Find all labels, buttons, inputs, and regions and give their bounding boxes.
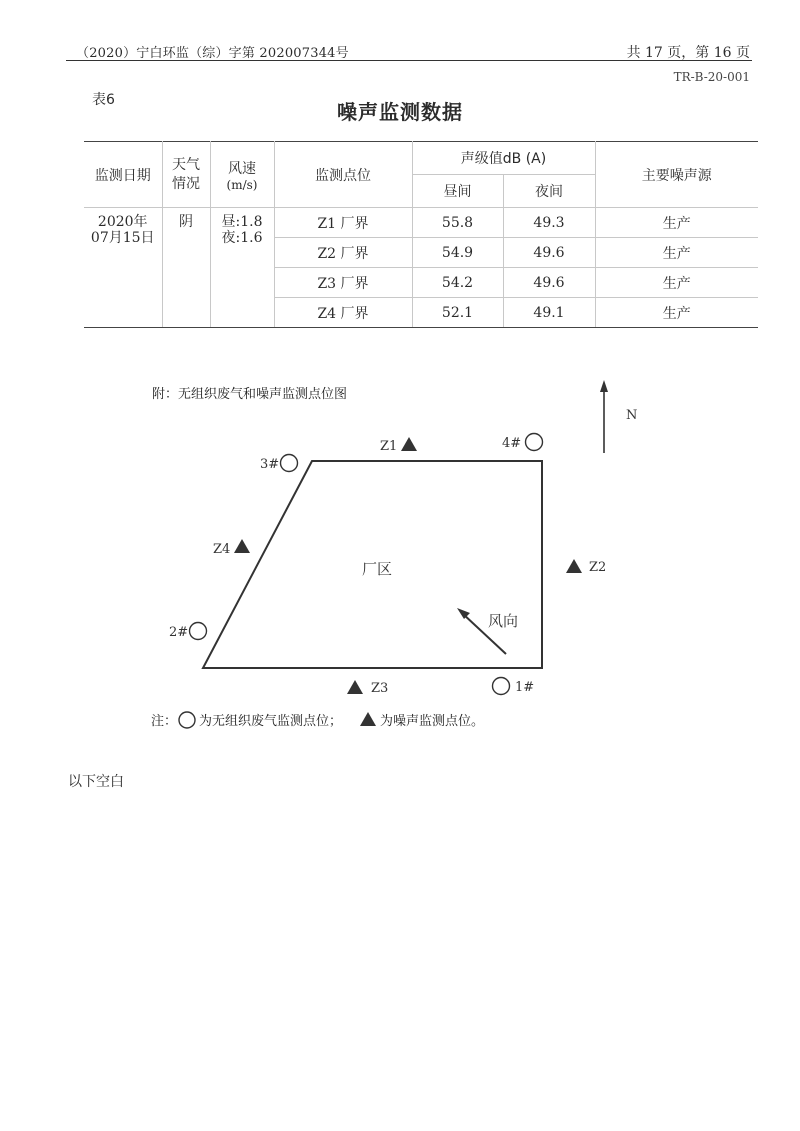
legend-triangle-text: 为噪声监测点位。 <box>380 714 485 729</box>
map-title: 附：无组织废气和噪声监测点位图 <box>152 387 348 402</box>
point-4-label: 4# <box>502 436 522 451</box>
cell-date <box>84 208 162 328</box>
point-2-label: 2# <box>169 625 189 640</box>
point-1-circle-icon <box>493 678 510 695</box>
north-arrow-icon <box>600 380 608 453</box>
wind-night: 夜:1.6 <box>221 230 263 246</box>
header-date: 监测日期 <box>84 142 162 208</box>
header-weather: 天气情况 <box>162 142 210 208</box>
table-cell-point: Z3 厂界 <box>274 268 412 298</box>
wind-day: 昼:1.8 <box>221 214 263 230</box>
table-cell-day: 54.9 <box>412 238 503 268</box>
z3-triangle-icon <box>347 680 363 694</box>
table-cell-night: 49.6 <box>503 268 595 298</box>
z2-label: Z2 <box>589 560 607 575</box>
z2-triangle-icon <box>566 559 582 573</box>
table-cell-source: 生产 <box>595 208 758 238</box>
z1-triangle-icon <box>401 437 417 451</box>
table-cell-point: Z2 厂界 <box>274 238 412 268</box>
header-night: 夜间 <box>503 175 595 208</box>
legend-prefix: 注： <box>151 714 178 729</box>
table-cell-point: Z1 厂界 <box>274 208 412 238</box>
table-cell-night: 49.3 <box>503 208 595 238</box>
point-4-circle-icon <box>526 434 543 451</box>
header-rule <box>66 60 752 61</box>
plant-area-label: 厂区 <box>362 560 393 578</box>
header-wind <box>210 142 274 208</box>
legend-triangle-icon <box>360 712 376 726</box>
wind-label: 风向 <box>488 612 519 630</box>
point-2-circle-icon <box>190 623 207 640</box>
date-day: 07月15日 <box>90 230 155 246</box>
table-cell-day: 54.2 <box>412 268 503 298</box>
legend-circle-text: 为无组织废气监测点位； <box>199 714 343 729</box>
header-wind-label: 风速 <box>228 160 256 177</box>
table-cell-point: Z4 厂界 <box>274 298 412 328</box>
z3-label: Z3 <box>371 681 389 696</box>
north-label: N <box>626 408 638 423</box>
table-cell-source: 生产 <box>595 298 758 328</box>
table-cell-night: 49.1 <box>503 298 595 328</box>
legend-circle-icon <box>179 712 195 728</box>
z4-label: Z4 <box>213 542 231 557</box>
table-cell-day: 52.1 <box>412 298 503 328</box>
table-cell-night: 49.6 <box>503 238 595 268</box>
point-3-circle-icon <box>281 455 298 472</box>
report-number: （2020）宁白环监（综）字第 202007344号 <box>76 46 349 61</box>
point-1-label: 1# <box>515 680 535 695</box>
header-point: 监测点位 <box>274 142 412 208</box>
cell-wind <box>210 208 274 328</box>
z1-label: Z1 <box>380 439 398 454</box>
date-year: 2020年 <box>97 214 148 230</box>
z4-triangle-icon <box>234 539 250 553</box>
header-level: 声级值dB (A) <box>412 142 595 175</box>
header-day: 昼间 <box>412 175 503 208</box>
point-3-label: 3# <box>260 457 280 472</box>
document-code: TR-B-20-001 <box>673 70 750 84</box>
monitoring-point-map <box>0 370 800 740</box>
table-cell-source: 生产 <box>595 268 758 298</box>
table-title: 噪声监测数据 <box>337 100 463 124</box>
header-wind-unit: (m/s) <box>226 177 258 192</box>
page-count: 共 17 页，第 16 页 <box>626 45 750 61</box>
header-source: 主要噪声源 <box>595 142 758 208</box>
table-label: 表6 <box>92 92 115 108</box>
table-cell-day: 55.8 <box>412 208 503 238</box>
noise-data-table <box>84 141 758 328</box>
blank-below-note: 以下空白 <box>68 774 124 790</box>
table-cell-source: 生产 <box>595 238 758 268</box>
cell-weather: 阴 <box>162 208 210 328</box>
